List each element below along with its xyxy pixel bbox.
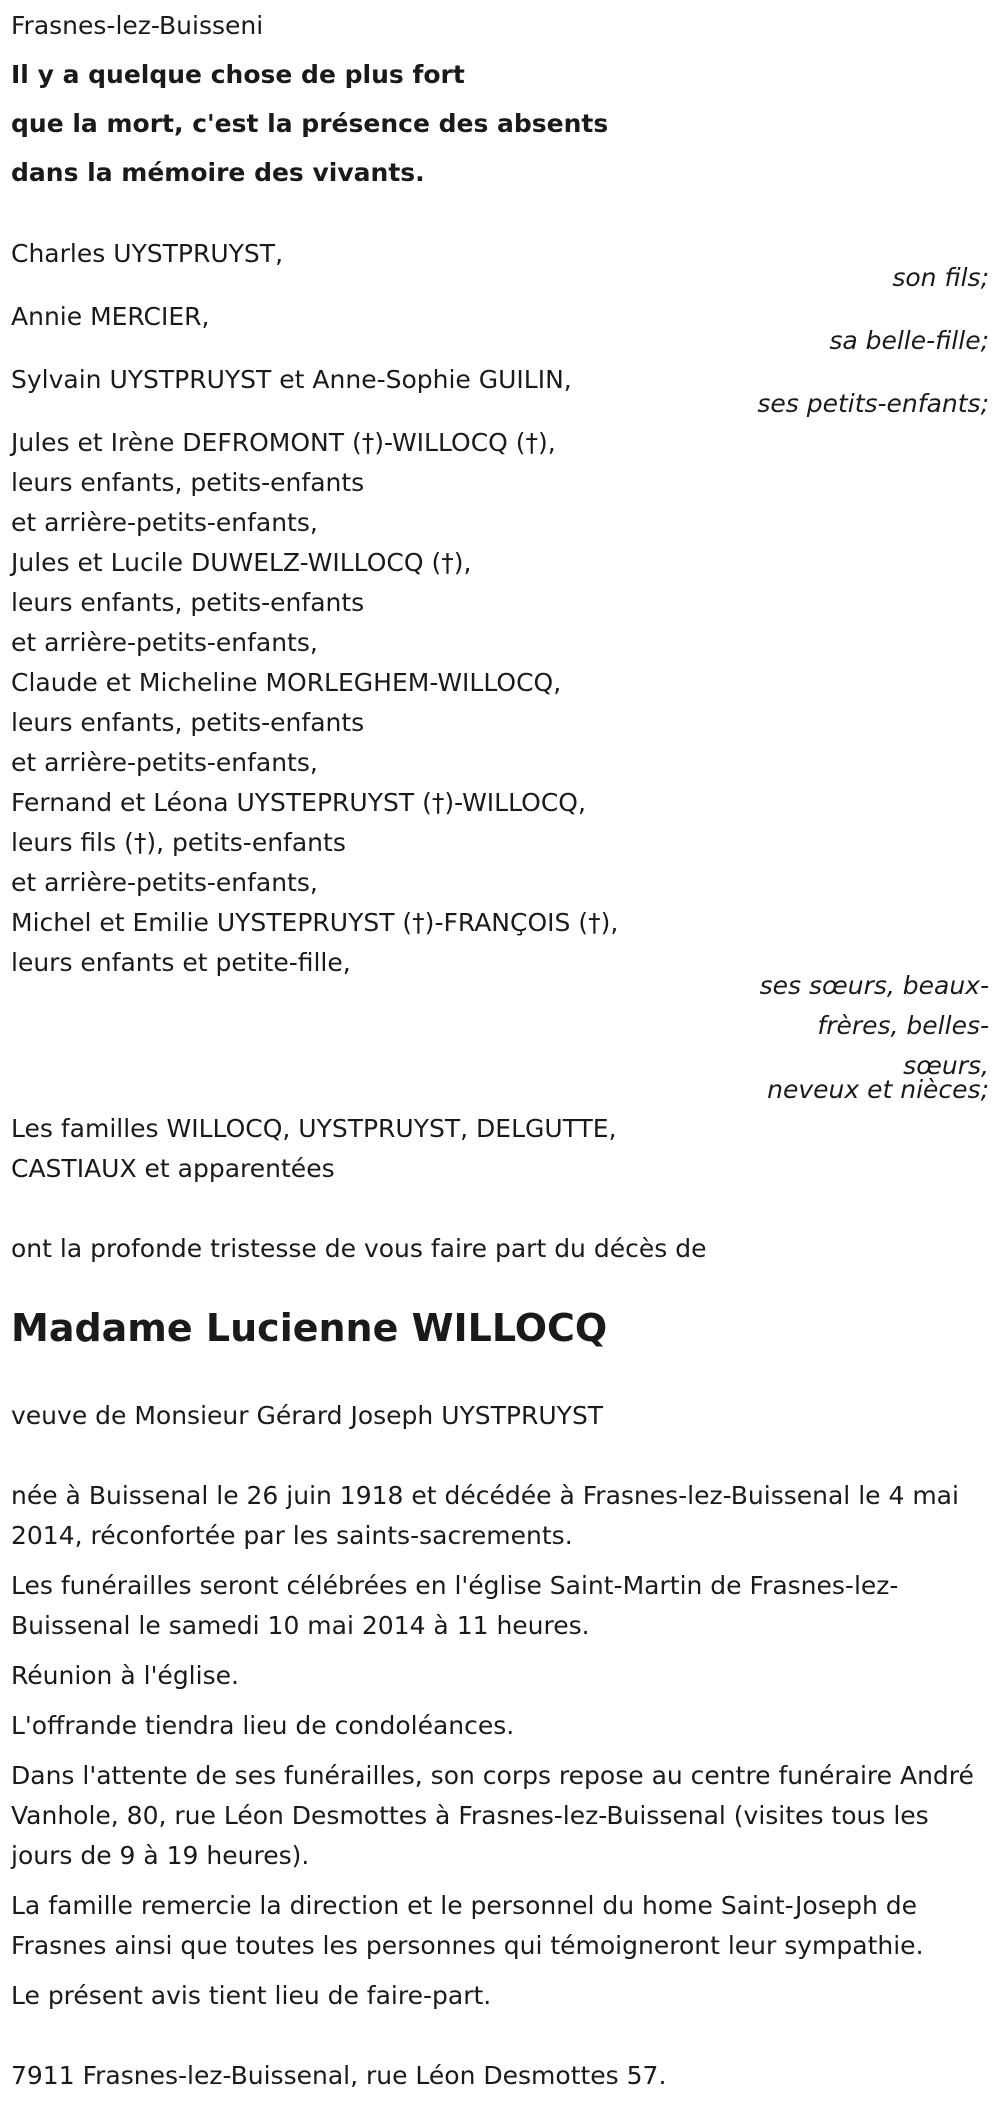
siblings-relation-2: neveux et nièces; xyxy=(767,1075,989,1104)
paragraph-birth-death: née à Buissenal le 26 juin 1918 et décédée à Frasnes-lez-Buissenal le 4 mai 2014, réconfortée par les saints-sacrements. xyxy=(11,1481,959,1550)
family-relation-1: son fils; xyxy=(892,263,989,292)
paragraph-notice: Le présent avis tient lieu de faire-part. xyxy=(11,1981,492,2010)
family-name-3: Sylvain UYSTPRUYST et Anne-Sophie GUILIN, xyxy=(11,365,572,394)
sibling-line-4: Jules et Lucile DUWELZ-WILLOCQ (†), xyxy=(11,548,472,577)
sibling-line-12: et arrière-petits-enfants, xyxy=(11,868,318,897)
paragraph-offering: L'offrande tiendra lieu de condoléances. xyxy=(11,1711,515,1740)
sibling-line-11: leurs fils (†), petits-enfants xyxy=(11,828,346,857)
sibling-line-10: Fernand et Léona UYSTEPRUYST (†)-WILLOCQ, xyxy=(11,788,586,817)
family-name-1: Charles UYSTPRUYST, xyxy=(11,239,284,268)
paragraph-funeral: Les funérailles seront célébrées en l'église Saint-Martin de Frasnes-lez-Buissenal le samedi 10 mai 2014 à 11 heures. xyxy=(11,1571,899,1640)
place-header: Frasnes-lez-Buisseni xyxy=(11,11,264,40)
family-relation-2: sa belle-fille; xyxy=(829,326,989,355)
address: 7911 Frasnes-lez-Buissenal, rue Léon Desmottes 57. xyxy=(11,2061,667,2090)
sibling-line-8: leurs enfants, petits-enfants xyxy=(11,708,365,737)
paragraph-thanks: La famille remercie la direction et le personnel du home Saint-Joseph de Frasnes ainsi que toutes les personnes qui témoigneront leur sympathie. xyxy=(11,1891,924,1960)
sibling-line-2: leurs enfants, petits-enfants xyxy=(11,468,365,497)
deceased-name: Madame Lucienne WILLOCQ xyxy=(11,1306,608,1350)
sibling-line-9: et arrière-petits-enfants, xyxy=(11,748,318,777)
widow-line: veuve de Monsieur Gérard Joseph UYSTPRUYST xyxy=(11,1401,604,1430)
quote-line-1: Il y a quelque chose de plus fort xyxy=(11,60,465,89)
quote-line-3: dans la mémoire des vivants. xyxy=(11,158,425,187)
announcement: ont la profonde tristesse de vous faire part du décès de xyxy=(11,1234,707,1263)
family-name-2: Annie MERCIER, xyxy=(11,302,210,331)
families-line-2: CASTIAUX et apparentées xyxy=(11,1154,335,1183)
quote-line-2: que la mort, c'est la présence des absents xyxy=(11,109,609,138)
families-line-1: Les familles WILLOCQ, UYSTPRUYST, DELGUTTE, xyxy=(11,1114,617,1143)
sibling-line-7: Claude et Micheline MORLEGHEM-WILLOCQ, xyxy=(11,668,562,697)
sibling-line-13: Michel et Emilie UYSTEPRUYST (†)-FRANÇOIS (†), xyxy=(11,908,619,937)
sibling-line-1: Jules et Irène DEFROMONT (†)-WILLOCQ (†), xyxy=(11,428,556,457)
siblings-relation: ses sœurs, beaux-frères, belles-sœurs, xyxy=(759,971,989,1080)
sibling-line-3: et arrière-petits-enfants, xyxy=(11,508,318,537)
paragraph-meeting: Réunion à l'église. xyxy=(11,1661,239,1690)
sibling-line-14: leurs enfants et petite-fille, xyxy=(11,948,351,977)
paragraph-rest: Dans l'attente de ses funérailles, son corps repose au centre funéraire André Vanhole, 80, rue Léon Desmottes à Frasnes-lez-Buissenal (visites tous les jours de 9 à 19 heures). xyxy=(11,1761,974,1870)
sibling-line-5: leurs enfants, petits-enfants xyxy=(11,588,365,617)
family-relation-3: ses petits-enfants; xyxy=(757,389,989,418)
sibling-line-6: et arrière-petits-enfants, xyxy=(11,628,318,657)
